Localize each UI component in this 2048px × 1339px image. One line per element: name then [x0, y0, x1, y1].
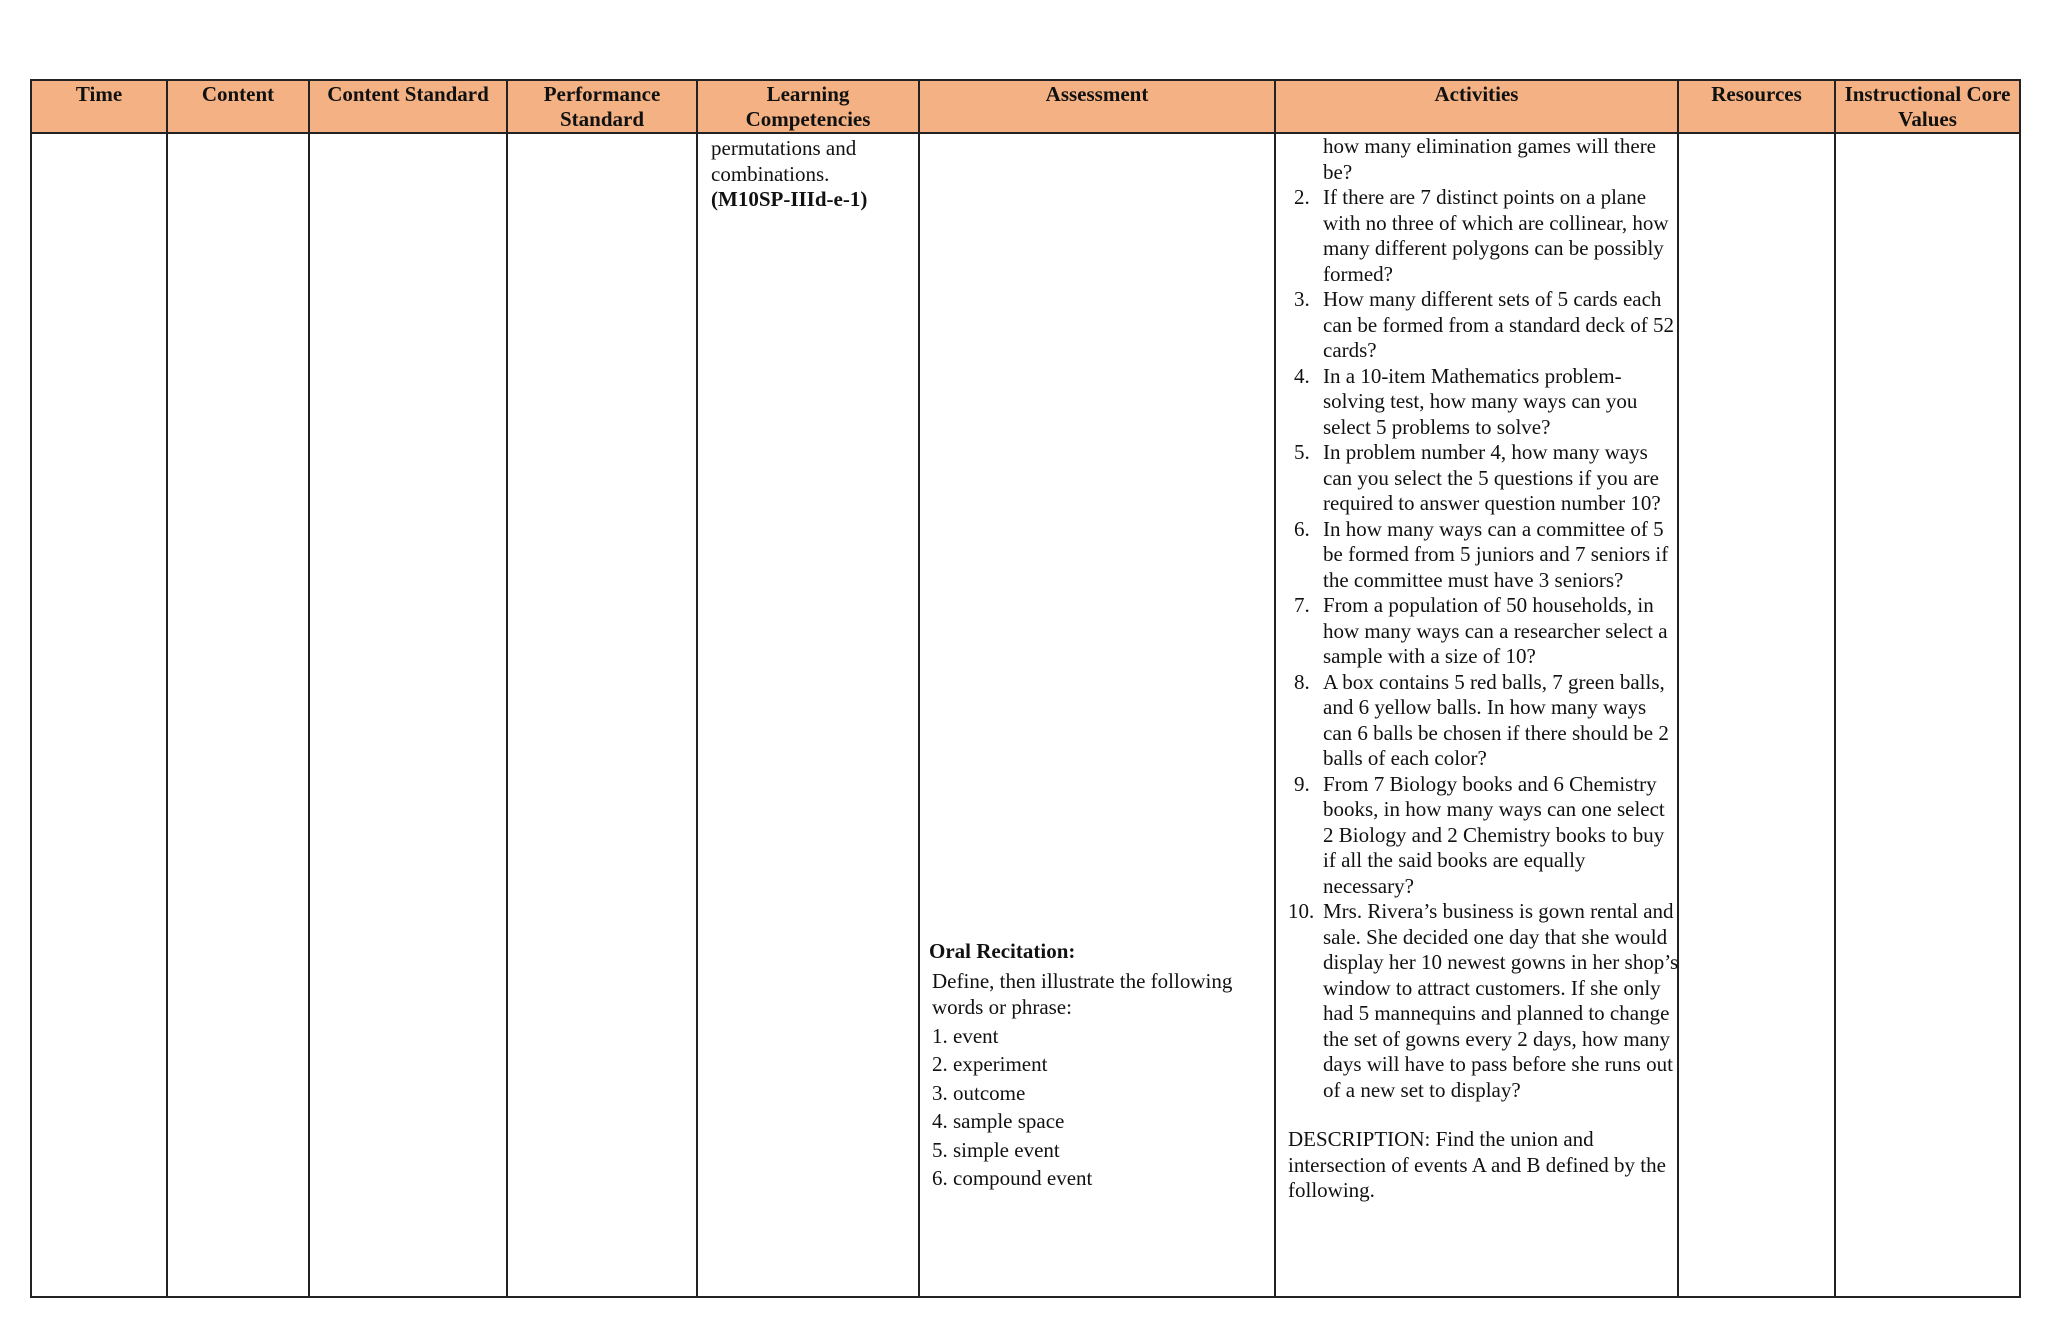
list-item: [1288, 670, 1680, 772]
item-text: Mrs. Rivera’s business is gown rental and sale. She decided one day that she would display her 10 newest gowns in her shop’s window to attract customers. If she only had 5 mannequins and planned to change the set of gowns every 2 days, how many days will have to pass before she runs out of a new set to display?: [1323, 899, 1679, 1102]
list-item: 4. sample space: [932, 1109, 1065, 1133]
list-item: 5. simple event: [932, 1137, 1060, 1162]
item-number: 4.: [1294, 363, 1310, 388]
header-performance-standard: Performance Standard: [507, 80, 697, 133]
learning-competency-code: (M10SP-IIId-e-1): [711, 187, 868, 211]
list-item: [1288, 517, 1680, 594]
assessment-intro: Define, then illustrate the following words or phrase:: [932, 968, 1233, 1019]
list-item: [1288, 899, 1680, 1103]
list-item: [1288, 364, 1680, 441]
assessment-term-list: [929, 1022, 1269, 1193]
cell-content-standard: [309, 133, 507, 1297]
list-item: 1. event: [932, 1023, 999, 1048]
item-text: A box contains 5 red balls, 7 green balls, and 6 yellow balls. In how many ways can 6 balls be chosen if there should be 2 balls of each color?: [1323, 669, 1669, 770]
cell-resources: [1678, 133, 1835, 1297]
item-number: 7.: [1294, 593, 1310, 617]
item-text: If there are 7 distinct points on a plane with no three of which are collinear, how many different polygons can be possibly formed?: [1323, 185, 1669, 286]
list-item: [1288, 593, 1680, 670]
item-number: 8.: [1294, 669, 1310, 694]
list-item: [1288, 287, 1680, 364]
item-number: 3.: [1294, 287, 1310, 311]
cell-content: [167, 133, 309, 1297]
cell-performance-standard: [507, 133, 697, 1297]
item-number: 9.: [1294, 771, 1310, 796]
item-text: In problem number 4, how many ways can you select the 5 questions if you are required to answer question number 10?: [1323, 440, 1661, 515]
header-content-standard: Content Standard: [309, 80, 507, 133]
assessment-heading: Oral Recitation:: [929, 939, 1076, 963]
header-assessment: Assessment: [919, 80, 1275, 133]
header-row: [31, 80, 2020, 133]
item-text: From a population of 50 households, in how many ways can a researcher select a sample with a size of 10?: [1323, 593, 1668, 668]
item-text: How many different sets of 5 cards each can be formed from a standard deck of 52 cards?: [1323, 287, 1675, 362]
item-number: 6.: [1294, 516, 1310, 541]
assessment-block: [929, 939, 1269, 1193]
cell-instructional-core-values: [1835, 133, 2020, 1297]
lesson-plan-table: [30, 79, 2021, 1298]
list-item: [1288, 440, 1680, 517]
header-resources: Resources: [1678, 80, 1835, 133]
cell-learning-competencies: [697, 133, 919, 1297]
list-item: [1288, 185, 1680, 287]
activity-problem-list: [1288, 185, 1680, 1103]
activity-description: DESCRIPTION: Find the union and intersection of events A and B defined by the following.: [1288, 1127, 1666, 1202]
cell-assessment: [919, 133, 1275, 1297]
list-item: 2. experiment: [932, 1052, 1048, 1076]
item-number: 10.: [1288, 899, 1315, 923]
list-item: [1288, 772, 1680, 900]
item-text: From 7 Biology books and 6 Chemistry books, in how many ways can one select 2 Biology and 2 Chemistry books to buy if all the said books are equally necessary?: [1323, 771, 1665, 898]
activities-block: [1288, 134, 1680, 1204]
cell-activities: [1275, 133, 1678, 1297]
item-text: In how many ways can a committee of 5 be formed from 5 juniors and 7 seniors if the committee must have 3 seniors?: [1323, 516, 1669, 592]
header-content: Content: [167, 80, 309, 133]
table-row: [31, 133, 2020, 1297]
header-activities: Activities: [1275, 80, 1678, 133]
header-instructional-core-values: Instructional Core Values: [1835, 80, 2020, 133]
cell-time: [31, 133, 167, 1297]
activity-continuation: how many elimination games will there be?: [1323, 134, 1657, 184]
list-item: 6. compound event: [932, 1166, 1093, 1190]
item-text: In a 10-item Mathematics problem-solving test, how many ways can you select 5 problems to solve?: [1323, 363, 1638, 439]
header-learning-competencies: Learning Competencies: [697, 80, 919, 133]
item-number: 2.: [1294, 185, 1310, 209]
learning-competency: [711, 136, 916, 213]
list-item: 3. outcome: [932, 1080, 1026, 1105]
item-number: 5.: [1294, 440, 1310, 464]
header-time: Time: [31, 80, 167, 133]
learning-competency-text: permutations and combinations.: [711, 136, 857, 186]
